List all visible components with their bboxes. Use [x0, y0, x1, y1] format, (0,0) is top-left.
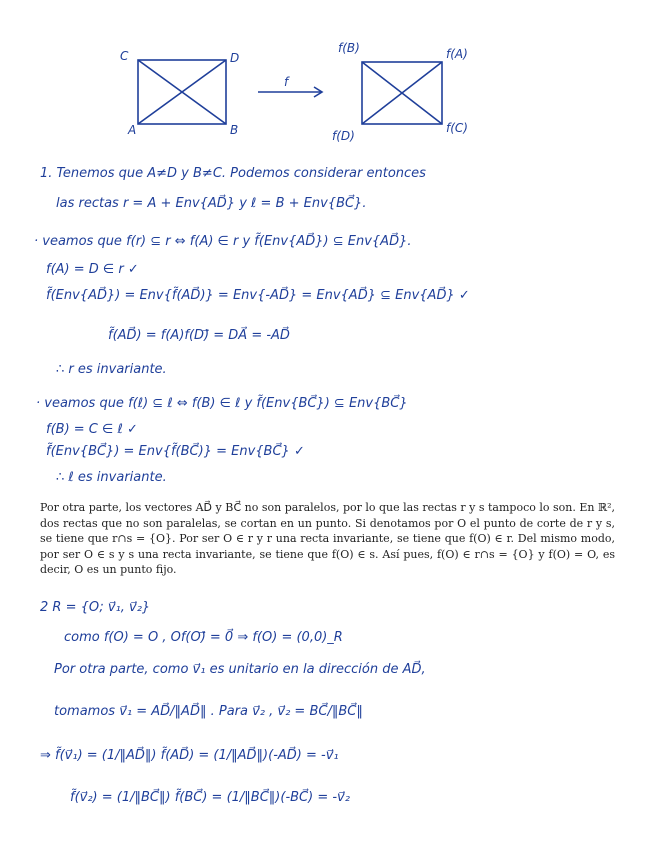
label-fa: f(A): [446, 47, 468, 61]
s2-line-1: 2 R = {O; v⃗₁, v⃗₂}: [40, 600, 151, 615]
s1-line-1: 1. Tenemos que A≠D y B≠C. Podemos considerar entonces: [40, 166, 426, 181]
right-square: [362, 62, 442, 124]
square-diagram: [0, 0, 656, 160]
s1-line-8: · veamos que f(ℓ) ⊆ ℓ ⇔ f(B) ∈ ℓ y f̃(Env{BC⃗}) ⊆ Env{BC⃗}: [36, 396, 408, 411]
s1-line-5: f̃(Env{AD⃗}) = Env{f̃(AD⃗)} = Env{-AD⃗} = Env{AD⃗} ⊆ Env{AD⃗} ✓: [46, 288, 470, 303]
s1-line-2: las rectas r = A + Env{AD⃗} y ℓ = B + Env{BC⃗}.: [56, 196, 367, 211]
label-c: C: [120, 49, 129, 63]
s1-line-7: ∴ r es invariante.: [56, 362, 167, 377]
s1-line-10: f̃(Env{BC⃗}) = Env{f̃(BC⃗)} = Env{BC⃗} ✓: [46, 444, 305, 459]
label-fc: f(C): [446, 121, 468, 135]
s2-line-5: ⇒ f̃(v⃗₁) = (1/‖AD⃗‖) f̃(AD⃗) = (1/‖AD⃗‖)(-AD⃗) = -v⃗₁: [40, 748, 339, 763]
s1-line-9: f(B) = C ∈ ℓ ✓: [46, 422, 138, 437]
s2-line-4: tomamos v⃗₁ = AD⃗/‖AD⃗‖ . Para v⃗₂ , v⃗₂ = BC⃗/‖BC⃗‖: [54, 704, 363, 719]
typed-paragraph: [40, 500, 615, 578]
map-label: f: [284, 75, 289, 89]
s2-line-3: Por otra parte, como v⃗₁ es unitario en la dirección de AD⃗,: [54, 662, 426, 677]
s2-line-2: como f(O) = O , Of(O)⃗ = 0⃗ ⇒ f(O) = (0,0)_R: [64, 630, 343, 645]
label-a: A: [128, 123, 137, 137]
s1-line-4: f(A) = D ∈ r ✓: [46, 262, 139, 277]
map-arrow: [258, 87, 322, 97]
label-fb: f(B): [338, 41, 360, 55]
label-fd: f(D): [332, 129, 355, 143]
left-square: [138, 60, 226, 124]
s1-line-6: f̃(AD⃗) = f(A)f(D)⃗ = DA⃗ = -AD⃗: [108, 328, 290, 343]
label-d: D: [230, 51, 240, 65]
typed-paragraph-text: Por otra parte, los vectores AD⃗ y BC⃗ no son paralelos, por lo que las rectas r y s tampoco lo son. En ℝ², dos rectas que no son paralelas, se cortan en un punto. Si denotamos por O el punto de corte de r y s, se tiene que r∩s = {O}. Por ser O ∈ r y r una recta invariante, se tiene que f(O) ∈ r. Del mismo modo, por ser O ∈ s y s una recta invariante, se tiene que f(O) ∈ s. Así pues, f(O) ∈ r∩s = {O} y f(O) = O, es decir, O es un punto fijo.: [40, 501, 616, 576]
s1-line-11: ∴ ℓ es invariante.: [56, 470, 167, 485]
s2-line-6: f̃(v⃗₂) = (1/‖BC⃗‖) f̃(BC⃗) = (1/‖BC⃗‖)(-BC⃗) = -v⃗₂: [70, 790, 350, 805]
s1-line-3: · veamos que f(r) ⊆ r ⇔ f(A) ∈ r y f̃(Env{AD⃗}) ⊆ Env{AD⃗}.: [34, 234, 412, 249]
label-b: B: [230, 123, 239, 137]
